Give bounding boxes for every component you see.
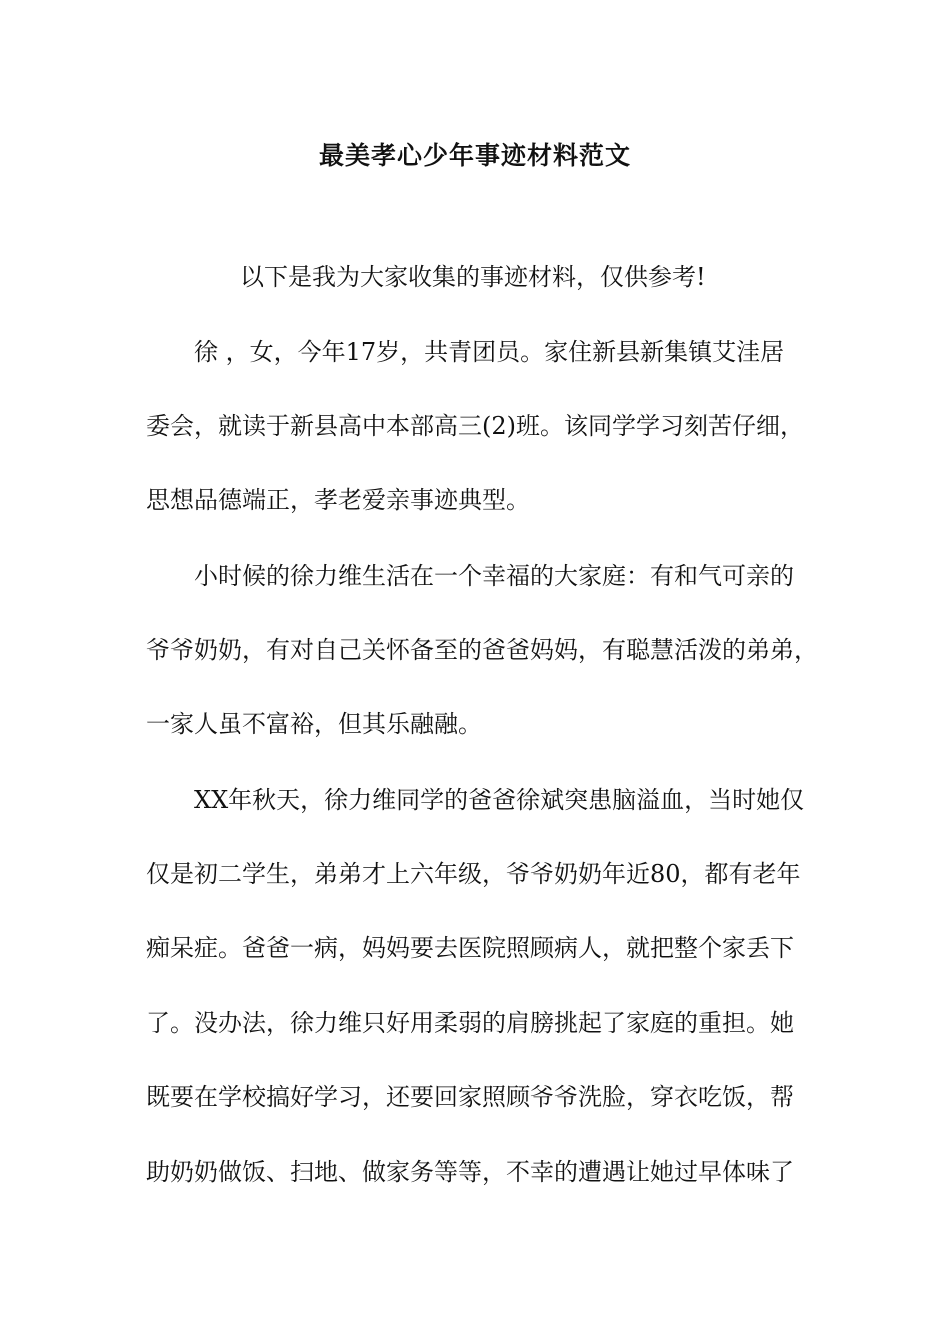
text-line: 仅是初二学生，弟弟才上六年级，爷爷奶奶年近80，都有老年 — [146, 860, 801, 888]
text-line: 以下是我为大家收集的事迹材料，仅供参考! — [240, 263, 706, 291]
text-line: 一家人虽不富裕，但其乐融融。 — [146, 710, 482, 738]
document-title: 最美孝心少年事迹材料范文 — [318, 141, 631, 170]
text-line: 既要在学校搞好学习，还要回家照顾爷爷洗脸，穿衣吃饭，帮 — [146, 1083, 794, 1111]
text-line: XX年秋天，徐力维同学的爸爸徐斌突患脑溢血，当时她仅 — [194, 786, 805, 814]
text-line: 小时候的徐力维生活在一个幸福的大家庭：有和气可亲的 — [194, 562, 794, 590]
text-line: 徐 ，女，今年17岁，共青团员。家住新县新集镇艾洼居 — [194, 338, 785, 366]
text-line: 思想品德端正，孝老爱亲事迹典型。 — [146, 486, 530, 514]
text-line: 痴呆症。爸爸一病，妈妈要去医院照顾病人，就把整个家丢下 — [146, 934, 794, 962]
text-line: 爷爷奶奶，有对自己关怀备至的爸爸妈妈，有聪慧活泼的弟弟， — [146, 636, 818, 664]
text-line: 助奶奶做饭、扫地、做家务等等，不幸的遭遇让她过早体味了 — [146, 1158, 794, 1186]
text-line: 委会，就读于新县高中本部高三(2)班。该同学学习刻苦仔细， — [146, 412, 804, 440]
text-line: 了。没办法，徐力维只好用柔弱的肩膀挑起了家庭的重担。她 — [146, 1009, 794, 1037]
